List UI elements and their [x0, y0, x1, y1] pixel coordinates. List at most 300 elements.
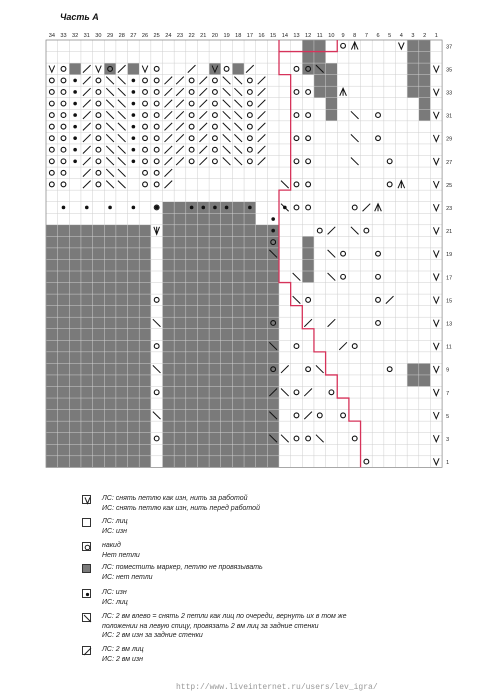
yarn-over-icon [189, 124, 194, 129]
yarn-over-icon [49, 101, 54, 106]
yarn-over-icon [294, 66, 299, 71]
right-decrease-icon [258, 111, 266, 119]
purl-dot-icon [73, 113, 77, 117]
yarn-over-icon [294, 182, 299, 187]
left-decrease-icon [223, 146, 231, 154]
yarn-over-icon [213, 113, 218, 118]
legend-text: ИС: изн [102, 527, 127, 535]
legend-text: ИС: 2 вм изн [102, 655, 144, 663]
right-decrease-icon [165, 134, 173, 142]
yarn-over-icon [154, 182, 159, 187]
right-decrease-icon [165, 181, 173, 189]
purl-dot-icon [85, 206, 89, 210]
right-decrease-icon [258, 100, 266, 108]
purl-dot-icon [132, 136, 136, 140]
yarn-over-icon [247, 101, 252, 106]
column-number: 24 [165, 33, 172, 39]
yarn-over-icon [306, 367, 311, 372]
purl-dot-icon [248, 206, 252, 210]
slip-stitch-icon [433, 89, 439, 96]
left-decrease-icon [118, 100, 126, 108]
row-number: 19 [446, 252, 453, 259]
double-decrease-icon [351, 42, 358, 50]
left-decrease-icon [106, 77, 114, 85]
purl-dot-icon [271, 229, 275, 233]
column-number: 6 [376, 33, 380, 39]
right-decrease-icon [83, 134, 91, 142]
purl-dot-icon [132, 79, 136, 83]
yarn-over-icon [294, 159, 299, 164]
right-decrease-icon [176, 100, 184, 108]
right-decrease-icon [188, 65, 196, 73]
right-decrease-icon [281, 365, 289, 373]
right-decrease-icon [246, 65, 254, 73]
yarn-over-icon [154, 66, 159, 71]
right-decrease-icon [199, 100, 207, 108]
purl-dot-icon [213, 206, 217, 210]
yarn-over-icon [49, 147, 54, 152]
column-number: 2 [423, 33, 427, 39]
legend-text: накид [102, 542, 121, 549]
right-decrease-icon [199, 123, 207, 131]
yarn-over-icon [294, 390, 299, 395]
purl-dot-icon [73, 102, 77, 106]
left-decrease-icon [293, 296, 301, 304]
yarn-over-icon [189, 101, 194, 106]
right-decrease-icon [176, 146, 184, 154]
yarn-over-icon [213, 159, 218, 164]
left-decrease-icon [234, 134, 242, 142]
right-decrease-icon [199, 77, 207, 85]
yarn-over-icon [341, 274, 346, 279]
column-number: 10 [328, 33, 335, 39]
yarn-over-icon [189, 159, 194, 164]
yarn-over-icon [376, 274, 381, 279]
yarn-over-icon [213, 101, 218, 106]
right-decrease-icon [82, 646, 91, 655]
yarn-over-icon [213, 78, 218, 83]
double-decrease-icon [398, 181, 405, 189]
left-decrease-icon [106, 158, 114, 166]
yarn-over-icon [352, 436, 357, 441]
yarn-over-icon [143, 90, 148, 95]
yarn-over-icon [306, 182, 311, 187]
slip-stitch-icon [433, 389, 439, 396]
yarn-over-icon [294, 136, 299, 141]
left-decrease-icon [223, 111, 231, 119]
column-number: 15 [270, 33, 277, 39]
right-decrease-icon [176, 77, 184, 85]
yarn-over-icon [247, 124, 252, 129]
yarn-over-icon [387, 182, 392, 187]
right-decrease-icon [83, 181, 91, 189]
yarn-over-icon [49, 182, 54, 187]
right-decrease-icon [165, 123, 173, 131]
yarn-over-icon [294, 90, 299, 95]
left-decrease-icon [328, 273, 336, 281]
yarn-over-icon [341, 43, 346, 48]
left-decrease-icon [118, 88, 126, 96]
left-decrease-icon [118, 123, 126, 131]
slip-stitch-icon [433, 435, 439, 442]
column-number: 4 [399, 33, 403, 39]
column-number: 34 [48, 33, 55, 39]
yarn-over-icon [96, 78, 101, 83]
right-decrease-icon [83, 158, 91, 166]
yarn-over-icon [61, 78, 66, 83]
yarn-over-icon [294, 113, 299, 118]
yarn-over-icon [317, 413, 322, 418]
column-number: 29 [106, 33, 114, 39]
right-decrease-icon [83, 123, 91, 131]
yarn-over-icon [143, 113, 148, 118]
slip-stitch-icon [433, 135, 439, 142]
column-number: 1 [434, 33, 438, 39]
yarn-over-icon [341, 413, 346, 418]
left-decrease-icon [234, 88, 242, 96]
column-number: 20 [211, 33, 219, 39]
column-number: 32 [72, 33, 79, 39]
left-decrease-icon [234, 123, 242, 131]
yarn-over-icon [376, 136, 381, 141]
slip-stitch-icon [433, 204, 439, 211]
column-number: 22 [188, 33, 195, 39]
column-number: 11 [316, 33, 323, 39]
purl-dot-icon [132, 90, 136, 94]
slip-stitch-icon [96, 66, 102, 73]
yarn-over-icon [154, 159, 159, 164]
left-decrease-icon [223, 77, 231, 85]
slip-stitch-icon [82, 495, 91, 504]
yarn-over-icon [61, 124, 66, 129]
chart-title: Часть А [60, 12, 99, 22]
legend-text: ЛС: лиц [102, 518, 128, 525]
right-decrease-icon [176, 88, 184, 96]
yarn-over-icon [154, 147, 159, 152]
row-number: 21 [446, 229, 453, 236]
purl-dot-icon [62, 206, 66, 210]
column-number: 14 [281, 33, 288, 39]
yarn-over-icon [294, 344, 299, 349]
column-number: 16 [258, 33, 265, 39]
purl-dot-icon [132, 102, 136, 106]
left-decrease-icon [234, 158, 242, 166]
column-number: 25 [153, 33, 160, 39]
right-decrease-icon [176, 158, 184, 166]
left-decrease-icon [281, 389, 289, 397]
purl-dot-icon [73, 90, 77, 94]
row-number: 23 [446, 206, 453, 213]
yarn-over-icon [364, 459, 369, 464]
right-decrease-icon [258, 134, 266, 142]
column-number: 30 [95, 33, 102, 39]
yarn-over-icon [306, 113, 311, 118]
yarn-over-icon [376, 297, 381, 302]
yarn-over-icon [247, 78, 252, 83]
row-number: 27 [446, 159, 453, 166]
purl-dot-icon [201, 206, 205, 210]
yarn-over-icon [376, 251, 381, 256]
left-decrease-icon [351, 158, 359, 166]
right-decrease-icon [83, 146, 91, 154]
right-decrease-icon [165, 77, 173, 85]
row-number: 11 [446, 344, 452, 351]
yarn-over-icon [294, 205, 299, 210]
right-decrease-icon [258, 123, 266, 131]
slip-stitch-icon [433, 458, 439, 465]
yarn-over-icon [364, 228, 369, 233]
right-decrease-icon [386, 296, 394, 304]
column-number: 8 [353, 33, 357, 39]
marker-line [279, 40, 361, 467]
knit-column [151, 202, 163, 468]
right-decrease-icon [199, 111, 207, 119]
yarn-over-icon [247, 136, 252, 141]
yarn-over-icon [49, 159, 54, 164]
right-decrease-icon [165, 111, 173, 119]
left-decrease-icon [118, 169, 126, 177]
left-decrease-icon [234, 146, 242, 154]
yarn-over-icon [306, 136, 311, 141]
slip-stitch-icon [49, 66, 55, 73]
purl-dot-icon [225, 206, 229, 210]
column-number: 33 [60, 33, 67, 39]
no-stitch-cell [69, 63, 81, 75]
double-decrease-icon [375, 204, 382, 212]
row-number: 17 [446, 275, 453, 282]
slip-stitch-icon [433, 320, 439, 327]
left-decrease-icon [351, 227, 359, 235]
left-decrease-icon [106, 88, 114, 96]
column-number: 23 [176, 33, 184, 39]
left-decrease-icon [223, 100, 231, 108]
yarn-over-icon [376, 113, 381, 118]
left-decrease-icon [223, 88, 231, 96]
row-number: 37 [446, 44, 453, 51]
yarn-over-icon [154, 101, 159, 106]
right-decrease-icon [199, 146, 207, 154]
row-number: 33 [446, 90, 453, 97]
purl-dot-icon [73, 79, 77, 83]
yarn-over-icon [154, 78, 159, 83]
left-decrease-icon [223, 158, 231, 166]
yarn-over-icon [352, 205, 357, 210]
yarn-over-icon [143, 101, 148, 106]
row-number: 13 [446, 321, 453, 328]
purl-dot-icon [132, 206, 136, 210]
right-decrease-icon [118, 65, 126, 73]
purl-dot-icon [132, 113, 136, 117]
row-number: 1 [446, 460, 450, 467]
right-decrease-icon [83, 77, 91, 85]
purl-dot-icon [132, 125, 136, 129]
right-decrease-icon [165, 158, 173, 166]
no-stitch-cell [232, 63, 244, 75]
no-stitch-cell [104, 63, 116, 75]
left-decrease-icon [106, 100, 114, 108]
purl-dot-icon [132, 159, 136, 163]
purl-dot-icon [73, 125, 77, 129]
right-decrease-icon [258, 88, 266, 96]
row-number: 7 [446, 390, 450, 397]
column-number: 26 [141, 33, 149, 39]
yarn-over-icon [61, 159, 66, 164]
yarn-over-icon [143, 124, 148, 129]
yarn-over-icon [341, 251, 346, 256]
right-decrease-icon [199, 88, 207, 96]
left-decrease-icon [118, 111, 126, 119]
column-number: 9 [341, 33, 345, 39]
left-decrease-icon [293, 273, 301, 281]
yarn-over-icon [189, 113, 194, 118]
slip-stitch-icon [433, 343, 439, 350]
yarn-over-icon [96, 113, 101, 118]
left-decrease-icon [118, 158, 126, 166]
left-decrease-icon [316, 365, 324, 373]
row-number: 29 [446, 136, 453, 143]
double-decrease-icon [340, 88, 347, 96]
slip-stitch-icon [142, 66, 148, 73]
column-number: 5 [388, 33, 392, 39]
slip-stitch-icon [433, 412, 439, 419]
left-decrease-icon [118, 77, 126, 85]
yarn-over-icon [49, 136, 54, 141]
yarn-over-icon [96, 170, 101, 175]
yarn-over-icon [143, 170, 148, 175]
yarn-over-icon [61, 66, 66, 71]
right-decrease-icon [304, 319, 312, 327]
yarn-over-icon [61, 90, 66, 95]
right-decrease-icon [83, 169, 91, 177]
legend-text: ЛС: 2 вм лиц [102, 646, 144, 653]
yarn-over-icon [294, 413, 299, 418]
yarn-over-icon [61, 136, 66, 141]
slip-stitch-icon [433, 227, 439, 234]
right-decrease-icon [165, 146, 173, 154]
legend-text: ИС: 2 вм изн за задние стенки [102, 632, 203, 639]
left-decrease-icon [316, 435, 324, 443]
yarn-over-icon [61, 170, 66, 175]
column-number: 3 [411, 33, 415, 39]
row-number: 15 [446, 298, 453, 305]
yarn-over-icon [82, 542, 91, 551]
right-decrease-icon [304, 389, 312, 397]
yarn-over-icon [96, 182, 101, 187]
purl-dot-icon [271, 217, 275, 221]
yarn-over-icon [96, 147, 101, 152]
legend-text: ИС: нет петли [102, 573, 153, 581]
slip-stitch-icon [433, 250, 439, 257]
yarn-over-icon [143, 159, 148, 164]
yarn-over-icon [387, 159, 392, 164]
yarn-over-icon [49, 170, 54, 175]
row-number: 5 [446, 413, 450, 420]
purl-dot-icon [190, 206, 194, 210]
legend-text: ИС: снять петлю как изн, нить перед работой [102, 504, 260, 512]
left-decrease-icon [106, 123, 114, 131]
legend-text: ЛС: 2 вм влево = снять 2 петли как лиц по очереди, вернуть их в том же [102, 613, 347, 620]
yarn-over-icon [306, 90, 311, 95]
yarn-over-icon [189, 90, 194, 95]
yarn-over-icon [224, 66, 229, 71]
column-number: 19 [223, 33, 230, 39]
right-decrease-icon [363, 204, 371, 212]
column-number: 27 [130, 33, 137, 39]
yarn-over-icon [189, 78, 194, 83]
column-number: 18 [235, 33, 242, 39]
left-decrease-icon [118, 181, 126, 189]
left-decrease-icon [281, 435, 289, 443]
yarn-over-icon [294, 436, 299, 441]
left-decrease-icon [351, 111, 359, 119]
column-number: 12 [305, 33, 312, 39]
right-decrease-icon [83, 88, 91, 96]
legend-text: ЛС: изн [102, 589, 127, 596]
left-decrease-icon [223, 123, 231, 131]
yarn-over-icon [189, 136, 194, 141]
left-decrease-icon [82, 613, 91, 622]
left-decrease-icon [234, 111, 242, 119]
yarn-over-icon [61, 147, 66, 152]
purl-dot-icon [82, 589, 91, 598]
purl-dot-icon [132, 148, 136, 152]
yarn-over-icon [61, 101, 66, 106]
left-decrease-icon [234, 77, 242, 85]
right-decrease-icon [83, 111, 91, 119]
row-number: 9 [446, 367, 450, 374]
right-decrease-icon [176, 111, 184, 119]
yarn-over-icon [49, 90, 54, 95]
yarn-over-icon [143, 78, 148, 83]
purl-dot-icon [283, 206, 287, 210]
yarn-over-icon [306, 205, 311, 210]
yarn-over-icon [61, 182, 66, 187]
right-decrease-icon [165, 169, 173, 177]
right-decrease-icon [83, 65, 91, 73]
yarn-over-icon [306, 159, 311, 164]
purl-dot-icon [73, 148, 77, 152]
purl-dot-icon [155, 206, 159, 210]
yarn-over-icon [247, 90, 252, 95]
yarn-over-icon [306, 436, 311, 441]
knit-square-icon [82, 518, 91, 527]
slip-stitch-icon [433, 366, 439, 373]
column-number: 7 [364, 33, 368, 39]
yarn-over-icon [143, 136, 148, 141]
left-decrease-icon [106, 134, 114, 142]
yarn-over-icon [49, 113, 54, 118]
right-decrease-icon [176, 123, 184, 131]
slip-stitch-icon [433, 297, 439, 304]
yarn-over-icon [247, 113, 252, 118]
right-decrease-icon [258, 77, 266, 85]
purl-dot-icon [108, 206, 112, 210]
left-decrease-icon [328, 250, 336, 258]
row-number: 31 [446, 113, 453, 120]
right-decrease-icon [328, 319, 336, 327]
yarn-over-icon [247, 147, 252, 152]
left-decrease-icon [223, 134, 231, 142]
slip-stitch-icon [433, 66, 439, 73]
yarn-over-icon [329, 390, 334, 395]
left-decrease-icon [106, 169, 114, 177]
yarn-over-icon [96, 136, 101, 141]
yarn-over-icon [154, 170, 159, 175]
left-decrease-icon [281, 181, 289, 189]
column-number: 31 [83, 33, 90, 39]
row-number: 3 [446, 437, 450, 444]
yarn-over-icon [154, 136, 159, 141]
